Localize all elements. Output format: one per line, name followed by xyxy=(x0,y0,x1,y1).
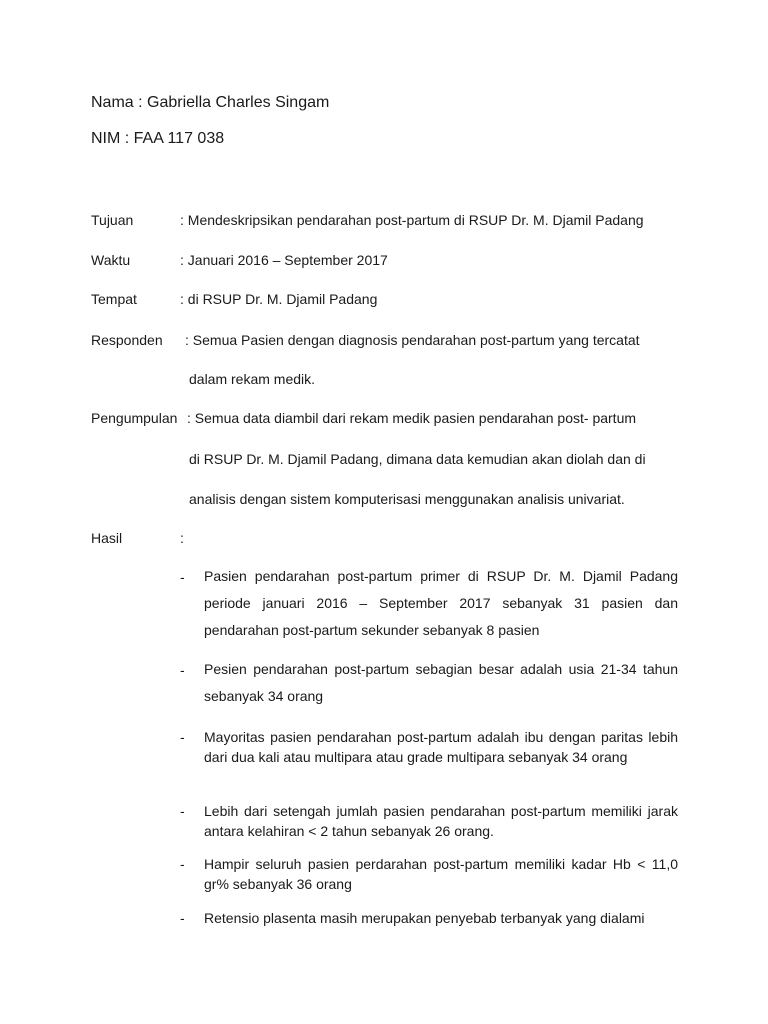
hasil-item-text: Lebih dari setengah jumlah pasien pendarahan post-partum memiliki jarak antara kelahiran < 2 tahun sebanyak 26 orang. xyxy=(204,803,678,839)
hasil-label: Hasil xyxy=(91,530,123,546)
responden-label: Responden xyxy=(91,332,163,348)
hasil-item-text: Hampir seluruh pasien perdarahan post-partum memiliki kadar Hb < 11,0 gr% sebanyak 36 orang xyxy=(204,856,678,892)
hasil-item-text: Retensio plasenta masih merupakan penyebab terbanyak yang dialami xyxy=(204,910,645,926)
tempat-label: Tempat xyxy=(91,291,137,307)
pengumpulan-value-line1: : Semua data diambil dari rekam medik pasien pendarahan post- partum xyxy=(187,410,637,426)
responden-value-line1: : Semua Pasien dengan diagnosis pendarahan post-partum yang tercatat xyxy=(185,332,640,348)
hasil-item-text: Mayoritas pasien pendarahan post-partum adalah ibu dengan paritas lebih dari dua kali atau multipara atau grade multipara sebanyak 34 orang xyxy=(204,729,678,765)
hasil-item-bullet: - xyxy=(180,662,185,678)
hasil-item-bullet: - xyxy=(180,910,185,926)
hasil-item-text: Pasien pendarahan post-partum primer di RSUP Dr. M. Djamil Padang periode januari 2016 – September 2017 sebanyak 31 pasien dan pendarahan post-partum sekunder sebanyak 8 pasien xyxy=(204,568,678,638)
student-nim: NIM : FAA 117 038 xyxy=(91,130,225,147)
hasil-item-bullet: - xyxy=(180,729,185,745)
student-name: Nama : Gabriella Charles Singam xyxy=(91,94,330,111)
pengumpulan-value-line2: di RSUP Dr. M. Djamil Padang, dimana data kemudian akan diolah dan di xyxy=(189,451,646,467)
tujuan-value: : Mendeskripsikan pendarahan post-partum di RSUP Dr. M. Djamil Padang xyxy=(180,212,644,228)
waktu-label: Waktu xyxy=(91,252,131,268)
hasil-item-bullet: - xyxy=(180,569,185,585)
pengumpulan-value-line3: analisis dengan sistem komputerisasi menggunakan analisis univariat. xyxy=(189,491,625,507)
responden-value-line2: dalam rekam medik. xyxy=(189,371,316,387)
tempat-value: : di RSUP Dr. M. Djamil Padang xyxy=(180,291,378,307)
hasil-colon: : xyxy=(180,530,184,546)
hasil-item-text: Pesien pendarahan post-partum sebagian besar adalah usia 21-34 tahun sebanyak 34 orang xyxy=(204,661,678,704)
waktu-value: : Januari 2016 – September 2017 xyxy=(180,252,388,268)
pengumpulan-label: Pengumpulan xyxy=(91,410,178,426)
hasil-item-bullet: - xyxy=(180,803,185,819)
hasil-item-bullet: - xyxy=(180,856,185,872)
tujuan-label: Tujuan xyxy=(91,212,134,228)
